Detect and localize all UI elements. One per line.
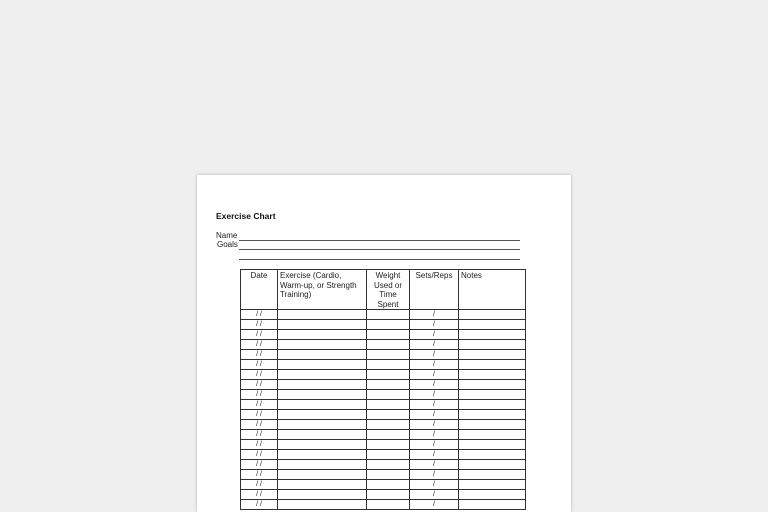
exercise-cell (278, 330, 367, 340)
notes-cell (459, 400, 526, 410)
exercise-cell (278, 340, 367, 350)
exercise-cell (278, 470, 367, 480)
sets-reps-cell: / (410, 440, 459, 450)
date-cell: / / (241, 500, 278, 510)
sets-reps-cell: / (410, 320, 459, 330)
sets-reps-cell: / (410, 370, 459, 380)
table-row (241, 380, 526, 390)
date-cell: / / (241, 420, 278, 430)
weight-cell (367, 490, 410, 500)
sets-reps-cell: / (410, 350, 459, 360)
weight-cell (367, 410, 410, 420)
goals-line-2 (239, 259, 520, 260)
table-row (241, 310, 526, 320)
date-cell: / / (241, 320, 278, 330)
sets-reps-cell: / (410, 340, 459, 350)
sets-reps-cell: / (410, 420, 459, 430)
header-weight: Weight Used or Time Spent (367, 270, 410, 310)
weight-cell (367, 420, 410, 430)
table-row (241, 400, 526, 410)
notes-cell (459, 460, 526, 470)
exercise-cell (278, 320, 367, 330)
date-cell: / / (241, 410, 278, 420)
table-row (241, 330, 526, 340)
table-row (241, 350, 526, 360)
weight-cell (367, 400, 410, 410)
sets-reps-cell: / (410, 460, 459, 470)
sets-reps-cell: / (410, 430, 459, 440)
weight-cell (367, 330, 410, 340)
sets-reps-cell: / (410, 490, 459, 500)
date-cell: / / (241, 330, 278, 340)
exercise-cell (278, 400, 367, 410)
notes-cell (459, 410, 526, 420)
exercise-cell (278, 350, 367, 360)
table-row (241, 390, 526, 400)
name-label: Name (216, 231, 238, 240)
name-line (239, 240, 520, 241)
notes-cell (459, 330, 526, 340)
date-cell: / / (241, 470, 278, 480)
weight-cell (367, 320, 410, 330)
date-cell: / / (241, 490, 278, 500)
exercise-cell (278, 460, 367, 470)
sets-reps-cell: / (410, 310, 459, 320)
exercise-cell (278, 310, 367, 320)
notes-cell (459, 370, 526, 380)
notes-cell (459, 340, 526, 350)
date-cell: / / (241, 380, 278, 390)
table-row (241, 470, 526, 480)
header-exercise: Exercise (Cardio, Warm-up, or Strength Training) (278, 270, 367, 310)
exercise-cell (278, 430, 367, 440)
date-cell: / / (241, 340, 278, 350)
weight-cell (367, 480, 410, 490)
notes-cell (459, 380, 526, 390)
exercise-cell (278, 390, 367, 400)
table-row (241, 440, 526, 450)
notes-cell (459, 350, 526, 360)
weight-cell (367, 440, 410, 450)
weight-cell (367, 450, 410, 460)
date-cell: / / (241, 430, 278, 440)
document-title: Exercise Chart (216, 211, 276, 221)
table-header-row (241, 270, 526, 310)
table-row (241, 480, 526, 490)
date-cell: / / (241, 310, 278, 320)
date-cell: / / (241, 350, 278, 360)
sets-reps-cell: / (410, 390, 459, 400)
table-row (241, 410, 526, 420)
document-page (197, 175, 571, 512)
table-row (241, 370, 526, 380)
header-date: Date (241, 270, 278, 310)
sets-reps-cell: / (410, 330, 459, 340)
table-row (241, 420, 526, 430)
exercise-cell (278, 490, 367, 500)
exercise-cell (278, 360, 367, 370)
sets-reps-cell: / (410, 400, 459, 410)
table-row (241, 450, 526, 460)
exercise-cell (278, 480, 367, 490)
sets-reps-cell: / (410, 500, 459, 510)
weight-cell (367, 360, 410, 370)
exercise-cell (278, 370, 367, 380)
notes-cell (459, 450, 526, 460)
notes-cell (459, 390, 526, 400)
table-row (241, 320, 526, 330)
date-cell: / / (241, 480, 278, 490)
table-row (241, 490, 526, 500)
weight-cell (367, 370, 410, 380)
notes-cell (459, 470, 526, 480)
exercise-log-table (240, 269, 526, 510)
date-cell: / / (241, 400, 278, 410)
notes-cell (459, 490, 526, 500)
weight-cell (367, 430, 410, 440)
notes-cell (459, 430, 526, 440)
exercise-cell (278, 380, 367, 390)
sets-reps-cell: / (410, 480, 459, 490)
notes-cell (459, 320, 526, 330)
header-notes: Notes (459, 270, 526, 310)
exercise-cell (278, 500, 367, 510)
sets-reps-cell: / (410, 360, 459, 370)
goals-label: Goals (217, 240, 238, 249)
exercise-cell (278, 410, 367, 420)
sets-reps-cell: / (410, 470, 459, 480)
notes-cell (459, 420, 526, 430)
goals-line (239, 249, 520, 250)
weight-cell (367, 390, 410, 400)
table-body (241, 310, 526, 510)
exercise-cell (278, 450, 367, 460)
notes-cell (459, 310, 526, 320)
weight-cell (367, 380, 410, 390)
date-cell: / / (241, 440, 278, 450)
exercise-cell (278, 420, 367, 430)
date-cell: / / (241, 370, 278, 380)
sets-reps-cell: / (410, 410, 459, 420)
weight-cell (367, 350, 410, 360)
date-cell: / / (241, 460, 278, 470)
table-row (241, 340, 526, 350)
date-cell: / / (241, 450, 278, 460)
header-sets-reps: Sets/Reps (410, 270, 459, 310)
notes-cell (459, 500, 526, 510)
notes-cell (459, 440, 526, 450)
exercise-cell (278, 440, 367, 450)
weight-cell (367, 340, 410, 350)
date-cell: / / (241, 360, 278, 370)
table-row (241, 460, 526, 470)
sets-reps-cell: / (410, 450, 459, 460)
table-row (241, 360, 526, 370)
sets-reps-cell: / (410, 380, 459, 390)
weight-cell (367, 460, 410, 470)
weight-cell (367, 310, 410, 320)
table-row (241, 430, 526, 440)
notes-cell (459, 480, 526, 490)
notes-cell (459, 360, 526, 370)
table-row (241, 500, 526, 510)
weight-cell (367, 500, 410, 510)
weight-cell (367, 470, 410, 480)
date-cell: / / (241, 390, 278, 400)
